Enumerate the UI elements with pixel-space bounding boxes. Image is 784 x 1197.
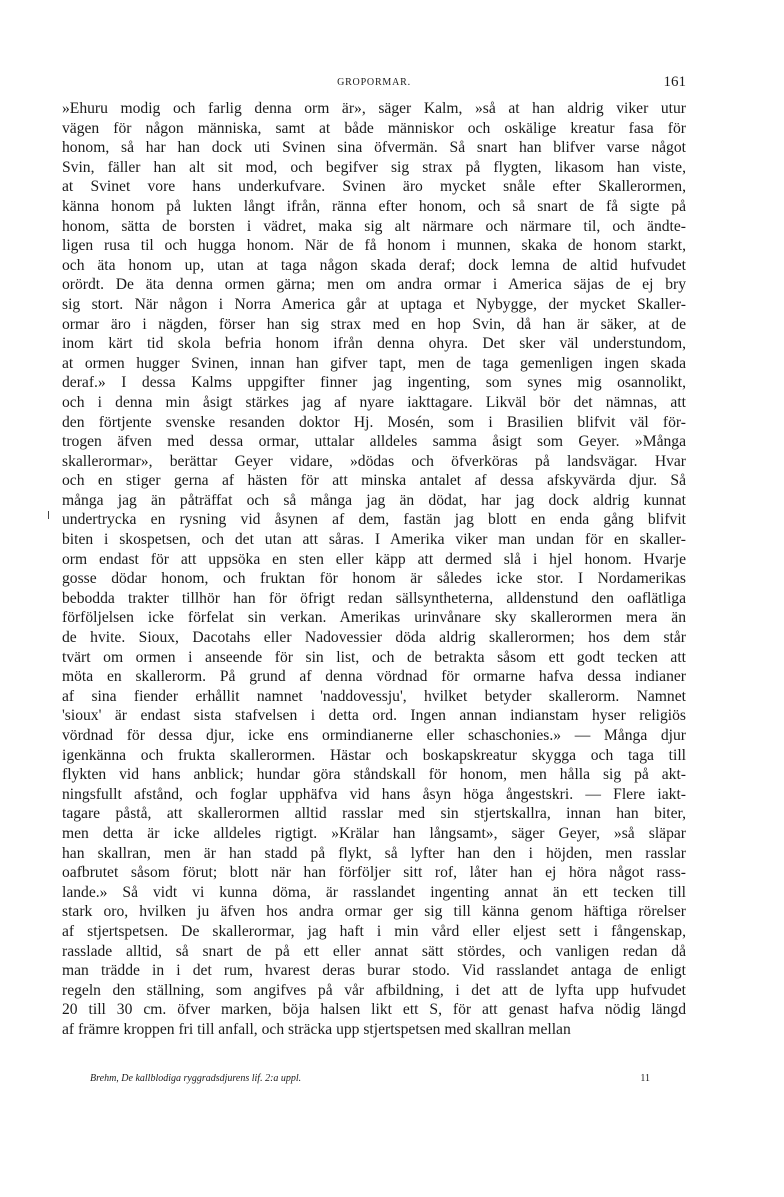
text-line: och en stiger gerna af hästen för att minska antalet af dessa afskyvärda djur. Så <box>62 472 686 490</box>
text-line: 'sioux' är endast sista stafvelsen i detta ord. Ingen annan indianstam hyser religiös <box>62 707 686 725</box>
text-line: skallerormar», berättar Geyer vidare, »dödas och öfverköras på landsvägar. Hvar <box>62 452 686 470</box>
signature-mark: 11 <box>640 1073 650 1084</box>
text-line: men detta är icke alldeles rigtigt. »Krälar han långsamt», säger Geyer, »så släpar <box>62 824 686 842</box>
text-line: regeln den ställning, som angifves på vår afbildning, i det att de lyfta upp hufvudet <box>62 981 686 999</box>
text-line: känna honom på lukten långt ifrån, ränna efter honom, och så snart de få sigte på <box>62 197 686 215</box>
text-line: 20 till 30 cm. öfver marken, böja halsen likt ett S, för att genast hafva nödig längd <box>62 1001 686 1019</box>
text-line: honom, sätta de borsten i vädret, maka sig alt närmare och närmare til, och ändte- <box>62 217 686 235</box>
page-header <box>62 74 686 94</box>
text-line: deraf.» I dessa Kalms uppgifter finner jag ingenting, som synes mig osannolikt, <box>62 374 686 392</box>
text-line: sig stort. När någon i Norra America går at uptaga et Nybygge, der mycket Skaller- <box>62 295 686 313</box>
page-number: 161 <box>663 74 686 90</box>
text-line: möta en skallerorm. På grund af denna vördnad för ormarne hafva dessa indianer <box>62 668 686 686</box>
text-line: inom kärt tid skola befria honom ifrån denna ohyra. Det sker väl understundom, <box>62 335 686 353</box>
text-line: at Svinet vore hans underkufvare. Svinen äro mycket snåle efter Skallerormen, <box>62 178 686 196</box>
text-line: och äta honom up, utan at taga någon skada deraf; dock lemna de altid hufvudet <box>62 256 686 274</box>
text-line: bebodda trakter tillhör han för öfrigt redan sällsyntheterna, alldenstund den oaflätliga <box>62 589 686 607</box>
text-line: ormar äro i nägden, förser han sig strax med en hop Svin, då han är säker, at de <box>62 315 686 333</box>
text-line: trogen äfven med dessa ormar, uttalar alldeles samma åsigt som Geyer. »Många <box>62 433 686 451</box>
text-line: man trädde in i det rum, hvarest deras burar stodo. Vid rasslandet antaga de enligt <box>62 962 686 980</box>
text-line: af sina fiender erhållit namnet 'naddovessju', hvilket betyder skallerorm. Namnet <box>62 687 686 705</box>
text-line: vördnad för dessa djur, icke ens ormindianerne eller schaschonies.» — Många djur <box>62 727 686 744</box>
text-line: lande.» Så vidt vi kunna döma, är rasslandet ingenting annat än ett tecken till <box>62 883 686 901</box>
text-line: orm endast för att uppsöka en sten eller käpp att dermed slå i hjel honom. Hvarje <box>62 550 686 568</box>
text-line: orördt. De äta denna ormen gärna; men om andra ormar i America säjas de ej bry <box>62 276 686 294</box>
text-line: af stjertspetsen. De skallerormar, jag haft i min vård eller eljest sett i fångenskap, <box>62 922 686 940</box>
text-line: de hvite. Sioux, Dacotahs eller Nadovessier döda aldrig skallerormen; hos dem står <box>62 629 686 647</box>
text-line: den förtjente svenske resanden doktor Hj. Mosén, som i Brasilien blifvit väl för- <box>62 413 686 431</box>
text-line: igenkänna och frukta skallerormen. Hästar och boskapskreatur skygga och taga till <box>62 746 686 764</box>
signature-text: Brehm, De kallblodiga ryggradsdjurens lif. 2:a uppl. <box>90 1073 302 1084</box>
text-line: Svin, fäller han alt sit mod, och begifver sig strax på flygten, likasom han viste, <box>62 158 686 176</box>
text-line: af främre kroppen fri till anfall, och sträcka upp stjertspetsen med skallran mellan <box>62 1020 571 1038</box>
body-text <box>62 99 686 1040</box>
text-line: oafbrutet såsom förut; blott när han förföljer sitt rof, låter han ej höra något rass- <box>62 864 686 882</box>
text-line: och i denna min åsigt stärkes jag af nyare iakttagare. Likväl bör det nämnas, att <box>62 393 686 411</box>
text-line: många jag än påträffat och så många jag än dödat, har jag dock aldrig kunnat <box>62 491 686 509</box>
text-line: han skallran, men är han stadd på flykt, så lyfter han den i höjden, men rasslar <box>62 844 686 862</box>
text-line: rasslade alltid, så snart de på ett eller annat sätt stördes, och vanligen redan då <box>62 942 686 960</box>
margin-mark <box>48 511 49 519</box>
text-line: ligen rusa til och hugga honom. När de få honom i munnen, skaka de honom starkt, <box>62 237 686 255</box>
text-line: honom, så har han dock uti Svinen sina öfvermän. Så snart han blifver varse något <box>62 139 686 157</box>
running-head: GROPORMAR. <box>337 77 411 88</box>
text-line: tagare påstå, att skallerormen alltid rasslar med sin stjertskallra, innan han biter, <box>62 805 686 823</box>
page-footer <box>90 1073 650 1084</box>
text-line: ningsfullt afstånd, och foglar upphäfva vid hans åsyn höga ångestskri. — Flere iakt- <box>62 785 686 803</box>
text-line: flykten vid hans anblick; hundar göra ståndskall för honom, men hålla sig på akt- <box>62 766 686 784</box>
text-line: stark oro, hvilken ju äfven hos andra ormar ger sig till känna genom häftiga rörelser <box>62 903 686 921</box>
text-line: at ormen hugger Svinen, innan han gifver tapt, men de taga gemenligen ingen skada <box>62 354 686 372</box>
text-line: gosse dödar honom, och fruktan för honom är således icke stor. I Nordamerikas <box>62 570 686 588</box>
text-line: förföljelsen icke förfelat sin verkan. Amerikas urinvånare sky skallerormen mera än <box>62 609 686 627</box>
text-line: biten i skospetsen, och det utan att såras. I Amerika viker man undan för en skaller- <box>62 531 686 549</box>
text-line: tvärt om ormen i anseende för sin list, och de betrakta såsom ett godt tecken att <box>62 648 686 666</box>
text-line: »Ehuru modig och farlig denna orm är», säger Kalm, »så at han aldrig viker utur <box>62 100 686 117</box>
text-line: vägen för någon människa, samt at både människor och oskälige kreatur fasa för <box>62 119 686 137</box>
text-line: undertrycka en rysning vid åsynen af dem, fastän jag blott en enda gång blifvit <box>62 511 686 529</box>
